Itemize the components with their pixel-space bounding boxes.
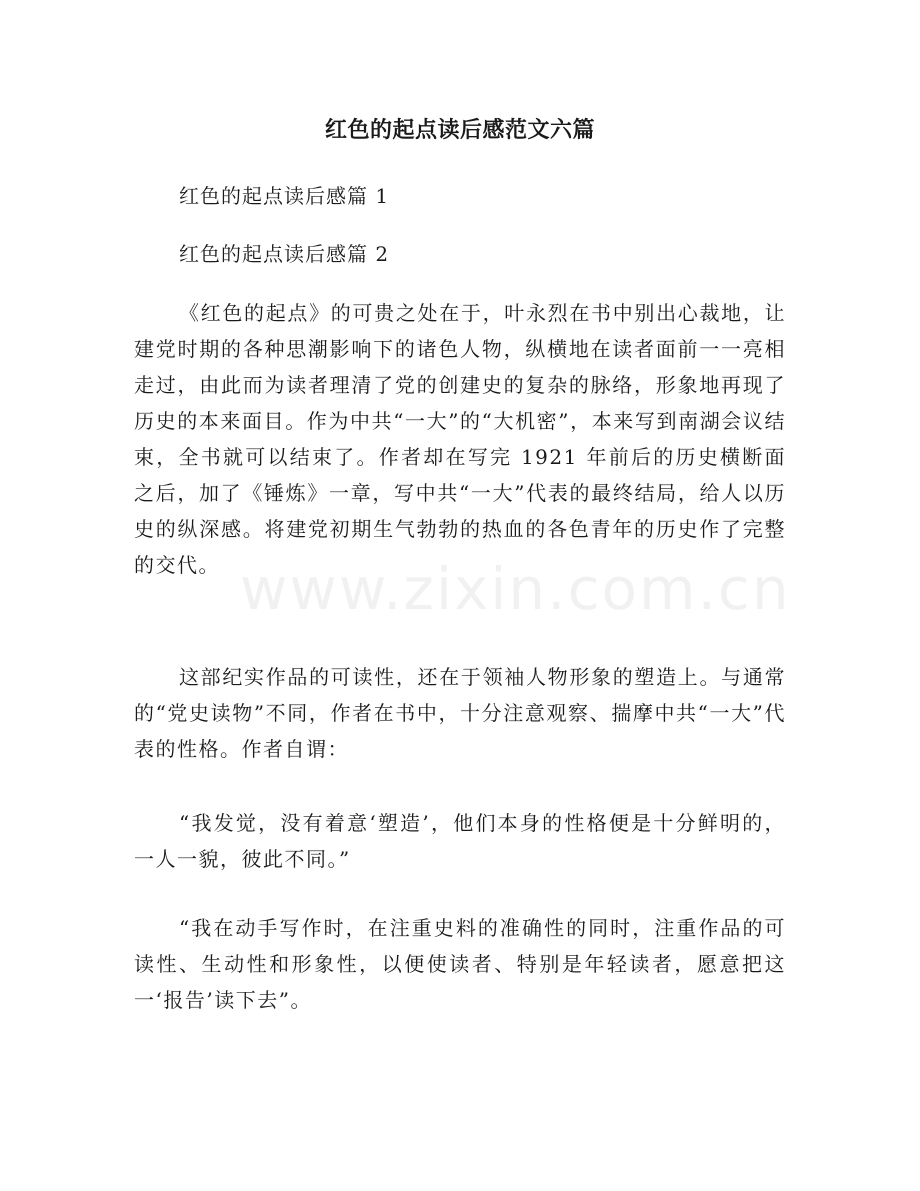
quote-paragraph-1: “我发觉，没有着意‘塑造’，他们本身的性格便是十分鲜明的，一人一貌，彼此不同。” [134,811,786,871]
quote-paragraph-2: “我在动手写作时，在注重史料的准确性的同时，注重作品的可读性、生动性和形象性，以便使读者、特别是年轻读者，愿意把这一‘报告’读下去”。 [134,916,786,1012]
document-title: 红色的起点读后感范文六篇 [324,118,595,143]
body-paragraph-1: 《红色的起点》的可贵之处在于，叶永烈在书中别出心裁地，让建党时期的各种思潮影响下的诸色人物，纵横地在读者面前一一亮相走过，由此而为读者理清了党的创建史的复杂的脉络，形象地再现了历史的本来面目。作为中共“一大”的“大机密”，本来写到南湖会议结束，全书就可以结束了。作者却在写完 1921 年前后的历史横断面之后，加了《锤炼》一章，写中共“一大”代表的最终结局，给人以历史的纵深感。将建党初期生气勃勃的热血的各色青年的历史作了完整的交代。 [134,301,786,577]
section-heading-2: 红色的起点读后感篇 2 [179,242,390,266]
watermark-text: www.zixin.com.cn [240,555,791,623]
section-heading-1: 红色的起点读后感篇 1 [179,184,390,208]
body-paragraph-2: 这部纪实作品的可读性，还在于领袖人物形象的塑造上。与通常的“党史读物”不同，作者在书中，十分注意观察、揣摩中共“一大”代表的性格。作者自谓： [134,665,786,761]
